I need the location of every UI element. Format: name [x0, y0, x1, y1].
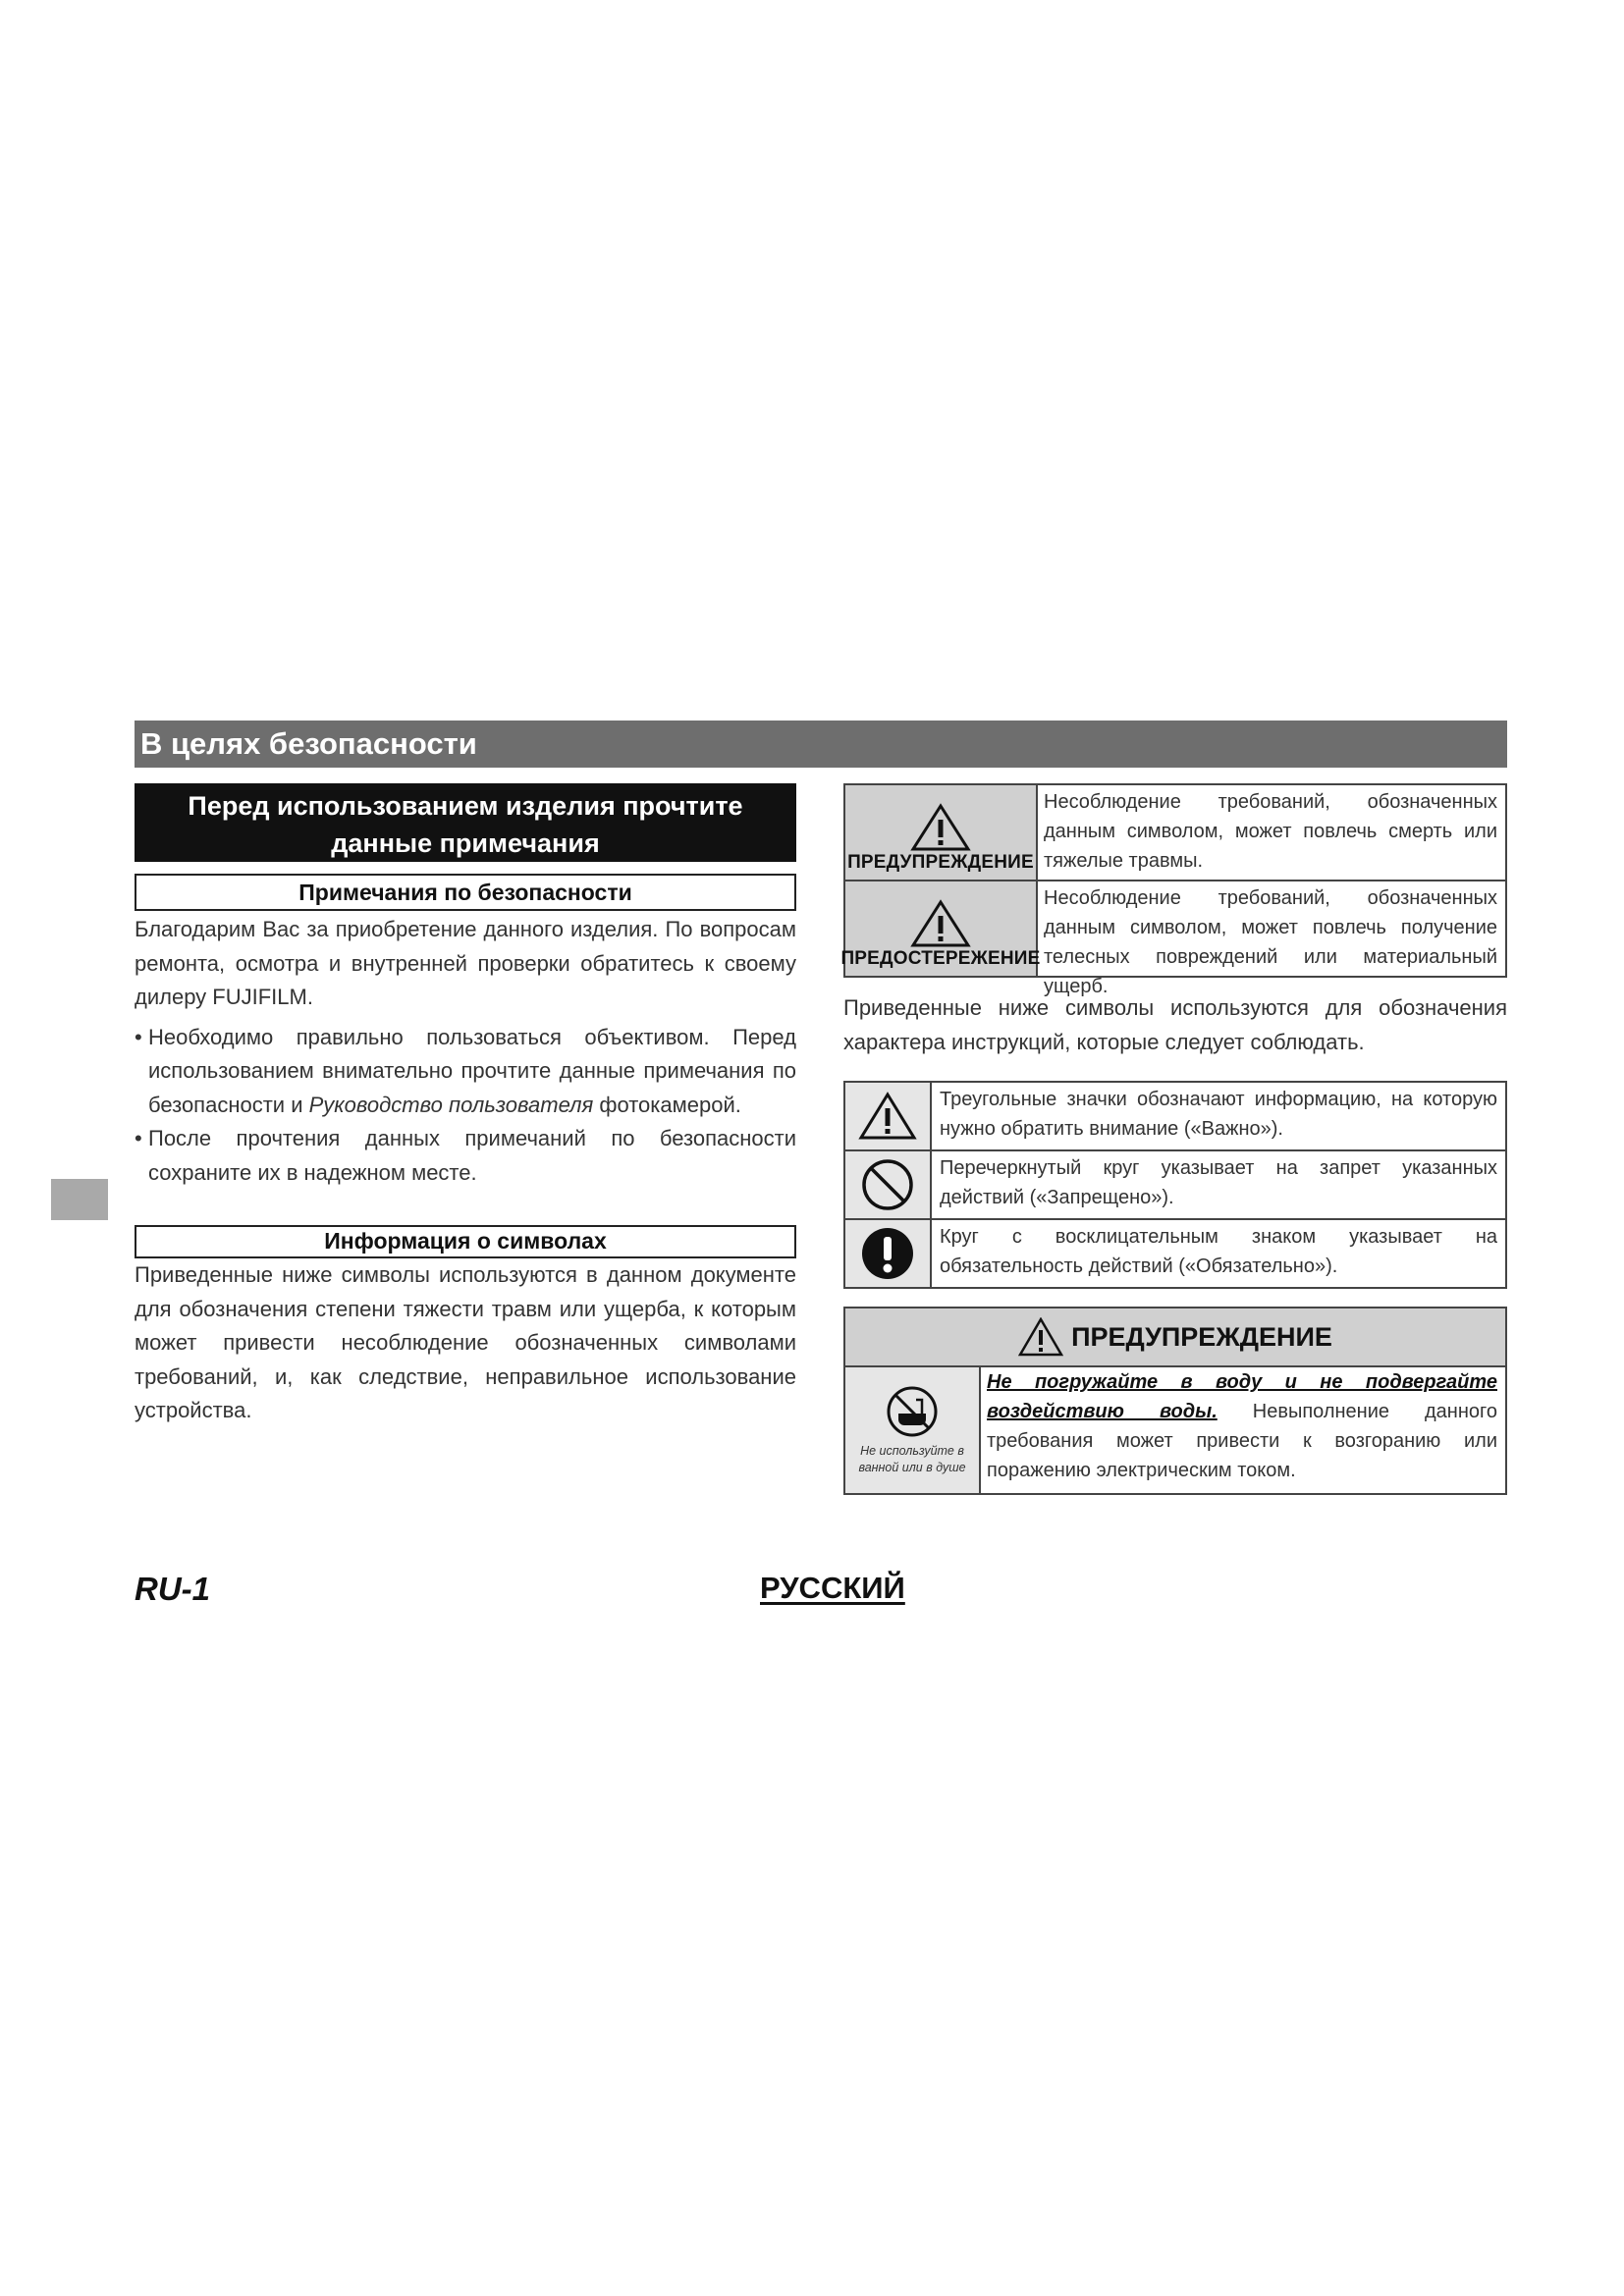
language-label: РУССКИЙ: [760, 1571, 905, 1605]
manual-title: Руководство пользователя: [308, 1092, 594, 1117]
no-bath-icon-cell: [845, 1367, 981, 1493]
prohibited-circle-icon: [860, 1157, 915, 1212]
warning-box-body: [845, 1367, 1505, 1493]
warning-box-text: Не погружайте в воду и не подвергайте воздействию воды. Невыполнение данного требования может привести к возгоранию или поражению электрическим током.: [987, 1371, 1498, 1481]
warning-triangle-icon: [910, 899, 971, 948]
symbol-icon-cell: [845, 1083, 932, 1149]
warning-box-title: ПРЕДУПРЕЖДЕНИЕ: [1071, 1321, 1332, 1352]
symbols-heading: Информация о символах: [135, 1225, 796, 1258]
symbol-row: [845, 1218, 1505, 1287]
symbol-text: Треугольные значки обозначают информацию, на которую нужно обратить внимание («Важно»).: [940, 1089, 1497, 1140]
safety-notes-heading: Примечания по безопасности: [135, 874, 796, 911]
severity-row: [845, 785, 1505, 880]
page-number: RU-1: [135, 1571, 211, 1607]
symbols-table: [843, 1081, 1507, 1289]
warning-box: [843, 1307, 1507, 1495]
bullet-text: Необходимо правильно пользоваться объективом. Перед использованием внимательно прочтите данные примечания по безопасности и Руководство пользователя фотокамерой.: [148, 1024, 796, 1117]
severity-symbol-cell: [840, 881, 1041, 976]
bullet-item: [135, 1021, 796, 1123]
section-title: В целях безопасности: [140, 726, 477, 761]
warning-triangle-icon: [858, 1092, 917, 1141]
section-banner: [135, 721, 1507, 768]
bullet-dot: •: [135, 1126, 142, 1150]
bullet-item: [135, 1122, 796, 1190]
symbol-row: [845, 1149, 1505, 1218]
symbol-icon-cell: [845, 1220, 932, 1287]
symbols-paragraph: Приведенные ниже символы используются в данном документе для обозначения степени тяжести травм или ущерба, к которым может привести несоблюдение обозначенных символами требований, и, как следствие, неправильное использование устройства.: [135, 1262, 796, 1422]
severity-row: [840, 880, 1505, 997]
severity-table: [840, 783, 1507, 997]
warning-triangle-icon: [910, 803, 971, 852]
instructions-intro: Приведенные ниже символы используются для обозначения характера инструкций, которые следует соблюдать.: [843, 995, 1507, 1054]
warning-box-header: [845, 1308, 1505, 1367]
bullet-text: После прочтения данных примечаний по безопасности сохраните их в надежном месте.: [148, 1126, 796, 1185]
left-column: [135, 783, 796, 1428]
warning-triangle-icon: [1018, 1317, 1063, 1357]
severity-symbol-cell: [845, 785, 1038, 880]
intro-paragraph: Благодарим Вас за приобретение данного изделия. По вопросам ремонта, осмотра и внутренней проверки обратитесь к своему дилеру FUJIFILM.: [135, 917, 796, 1009]
right-column: [840, 783, 1507, 1495]
warning-emphasis: Не погружайте в воду и не подвергайте воздействию воды.: [987, 1371, 1497, 1422]
severity-text: Несоблюдение требований, обозначенных данным символом, может повлечь получение телесных повреждений или материальный ущерб.: [1044, 887, 1497, 997]
no-bath-caption: Не используйте в ванной или в душе: [858, 1444, 966, 1474]
symbol-row: [845, 1083, 1505, 1149]
symbol-text: Круг с восклицательным знаком указывает на обязательность действий («Обязательно»).: [940, 1226, 1497, 1277]
side-tab-marker: [51, 1179, 108, 1220]
severity-label: ПРЕДУПРЕЖДЕНИЕ: [847, 852, 1034, 873]
severity-text: Несоблюдение требований, обозначенных данным символом, может повлечь смерть или тяжелые травмы.: [1044, 791, 1497, 872]
symbol-icon-cell: [845, 1151, 932, 1218]
exclamation-circle-icon: [860, 1226, 915, 1281]
no-bath-shower-icon: [885, 1384, 940, 1439]
main-heading: Перед использованием изделия прочтите данные примечания: [135, 783, 796, 862]
severity-label: ПРЕДОСТЕРЕЖЕНИЕ: [840, 948, 1041, 969]
symbol-text: Перечеркнутый круг указывает на запрет указанных действий («Запрещено»).: [940, 1157, 1497, 1208]
bullet-dot: •: [135, 1024, 142, 1049]
